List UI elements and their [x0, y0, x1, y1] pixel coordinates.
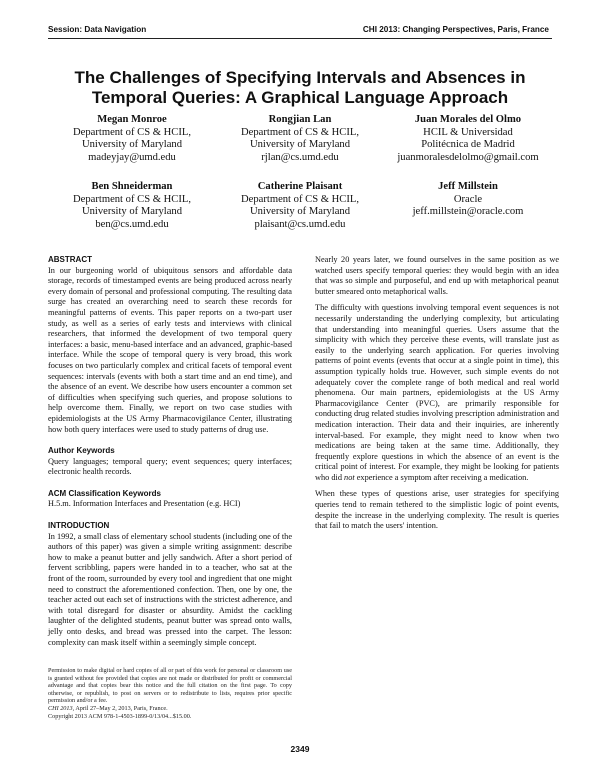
keywords-heading: Author Keywords	[48, 446, 115, 456]
conference-dates: April 27–May 2, 2013, Paris, France.	[75, 704, 168, 712]
acm-heading: ACM Classification Keywords	[48, 488, 161, 498]
paper-title: The Challenges of Specifying Intervals and Absences in Temporal Queries: A Graphical Language Approach	[74, 68, 526, 107]
author-block	[48, 114, 216, 164]
keywords-text: Query languages; temporal query; event sequences; query interfaces; electronic health records.	[48, 456, 292, 477]
conference-info	[48, 705, 292, 713]
author-affiliation: HCIL & Universidad	[423, 126, 513, 138]
introduction-heading: INTRODUCTION	[48, 521, 110, 531]
abstract-text: In our burgeoning world of ubiquitous sensors and affordable data storage, records of timestamped events are being produced across nearly every domain of personal and professional computing. The resulting data surge has created an overarching need to search these records for meaningful patterns of events. This paper reports on a two-part user study, as well as a series of early tests and interviews with clinical researchers, that informed the development of two temporal query interfaces: a basic, menu-based interface and an advanced, graphic-based interface. While the scope of temporal query is very broad, this work focuses on two particularly complex and critical facets of temporal event sequences: intervals (events with both a start time and an end time), and the absence of an event. We describe how users encounter a common set of difficulties when specifying such queries, and propose solutions to help overcome them. Finally, we report on two case studies with epidemiologists at the US Army Pharmacovigilance Center, illustrating how both query interfaces were used to study patterns of drug use.	[48, 265, 292, 434]
author-affiliation: Department of CS & HCIL,	[241, 126, 359, 138]
author-name: Ben Shneiderman	[91, 181, 173, 192]
author-email: rjlan@cs.umd.edu	[261, 151, 339, 163]
authors-row-2	[48, 181, 552, 231]
header-rule	[48, 38, 552, 39]
author-affiliation: Department of CS & HCIL,	[73, 126, 191, 138]
permission-text: Permission to make digital or hard copies of all or part of this work for personal or classroom use is granted without fee provided that copies are not made or distributed for profit or commercial advantage and that copies bear this notice and the full citation on the first page. To copy otherwise, or republish, to post on servers or to redistribute to lists, requires prior specific permission and/or a fee.	[48, 667, 292, 705]
paragraph-text: The difficulty with questions involving temporal event sequences is not necessarily understanding the underlying complexity, but articulating that understanding into meaningful queries. Users assume that the simplicity with which they perceive these events, will translate just as easily to the underlying search application. For queries involving patterns of point events (events that occur at a single point in time), this assumption typically holds true. However, such simple events do not adequately cover the complete range of both medical and real world phenomena. Our main partners, epidemiologists at the US Army Pharmacovigilance Center (PVC), are primarily responsible for conducting drug related studies involving prescription administration and medication interaction. Their data and their inquiries, are inherently interval-based. For example, they might need to know when two medications are being taken at the same time. Additionally, they frequently explore questions in which the absence of an event is the critical point of interest. For example, they might be looking for patients who did	[315, 303, 559, 482]
author-affiliation: Department of CS & HCIL,	[241, 193, 359, 205]
left-column	[48, 255, 292, 654]
copyright-text: Copyright 2013 ACM 978-1-4503-1899-0/13/04...$15.00.	[48, 712, 192, 720]
author-email: ben@cs.umd.edu	[95, 218, 169, 230]
introduction-paragraph	[315, 303, 559, 483]
session-header: Session: Data Navigation	[48, 25, 147, 34]
emphasis-text: not	[344, 472, 355, 482]
author-affiliation: University of Maryland	[81, 206, 183, 218]
author-affiliation: Department of CS & HCIL,	[73, 193, 191, 205]
authors-row-1	[48, 114, 552, 164]
introduction-paragraph: Nearly 20 years later, we found ourselves in the same position as we watched users specify temporal queries: they would begin with an idea that was so simple and purposeful, and end up with metaphorical peanut butter smeared onto metaphorical walls.	[315, 255, 559, 296]
author-affiliation: University of Maryland	[249, 139, 351, 151]
acm-text: H.5.m. Information Interfaces and Presentation (e.g. HCI)	[48, 499, 241, 509]
author-affiliation: Oracle	[453, 193, 483, 205]
permission-notice	[48, 667, 292, 720]
author-block	[216, 114, 384, 164]
author-block	[48, 181, 216, 231]
author-name: Juan Morales del Olmo	[414, 114, 522, 125]
author-name: Rongjian Lan	[268, 114, 332, 125]
conference-name: CHI 2013,	[48, 704, 75, 712]
author-affiliation: Politécnica de Madrid	[421, 139, 515, 151]
author-affiliation: University of Maryland	[81, 139, 183, 151]
author-name: Megan Monroe	[97, 114, 167, 125]
abstract-heading: ABSTRACT	[48, 255, 92, 264]
author-email: plaisant@cs.umd.edu	[254, 218, 346, 230]
author-name: Catherine Plaisant	[257, 181, 343, 192]
author-name: Jeff Millstein	[438, 181, 498, 192]
paragraph-text: experience a symptom after receiving a medication.	[356, 472, 529, 482]
author-block	[384, 114, 552, 164]
introduction-paragraph: In 1992, a small class of elementary school students (including one of the authors of this paper) was given a simple writing assignment: describe how to make a peanut butter and jelly sandwich. After a short period of fervent scribbling, papers were handed in to a teacher, who sat at the front of the room, surrounded by every tool and ingredient that one might need to construct the aforementioned confection. Then, one by one, the teacher acted out each set of instructions with the strictest adherence, and with total disregard for disaster or absurdity. Amidst the cackling laughter of the delighted students, peanut butter was spread onto walls, jelly onto desks, and bread was pressed into the carpet. The lesson: complexity can mask itself within a seemingly simple concept.	[48, 531, 293, 647]
author-affiliation: University of Maryland	[249, 206, 351, 218]
introduction-paragraph: When these types of questions arise, user strategies for specifying queries tend to remain tethered to the simplistic logic of point events, despite the increase in the underlying complexity. The result is queries that fail to match the users' intention.	[315, 489, 559, 531]
page-number: 2349	[290, 744, 310, 754]
author-email: juanmoralesdelolmo@gmail.com	[397, 151, 539, 163]
right-column	[315, 255, 559, 538]
conference-header: CHI 2013: Changing Perspectives, Paris, France	[362, 25, 549, 34]
author-block	[216, 181, 384, 231]
author-email: madeyjay@umd.edu	[88, 151, 176, 163]
author-email: jeff.millstein@oracle.com	[412, 206, 524, 218]
author-block	[384, 181, 552, 231]
